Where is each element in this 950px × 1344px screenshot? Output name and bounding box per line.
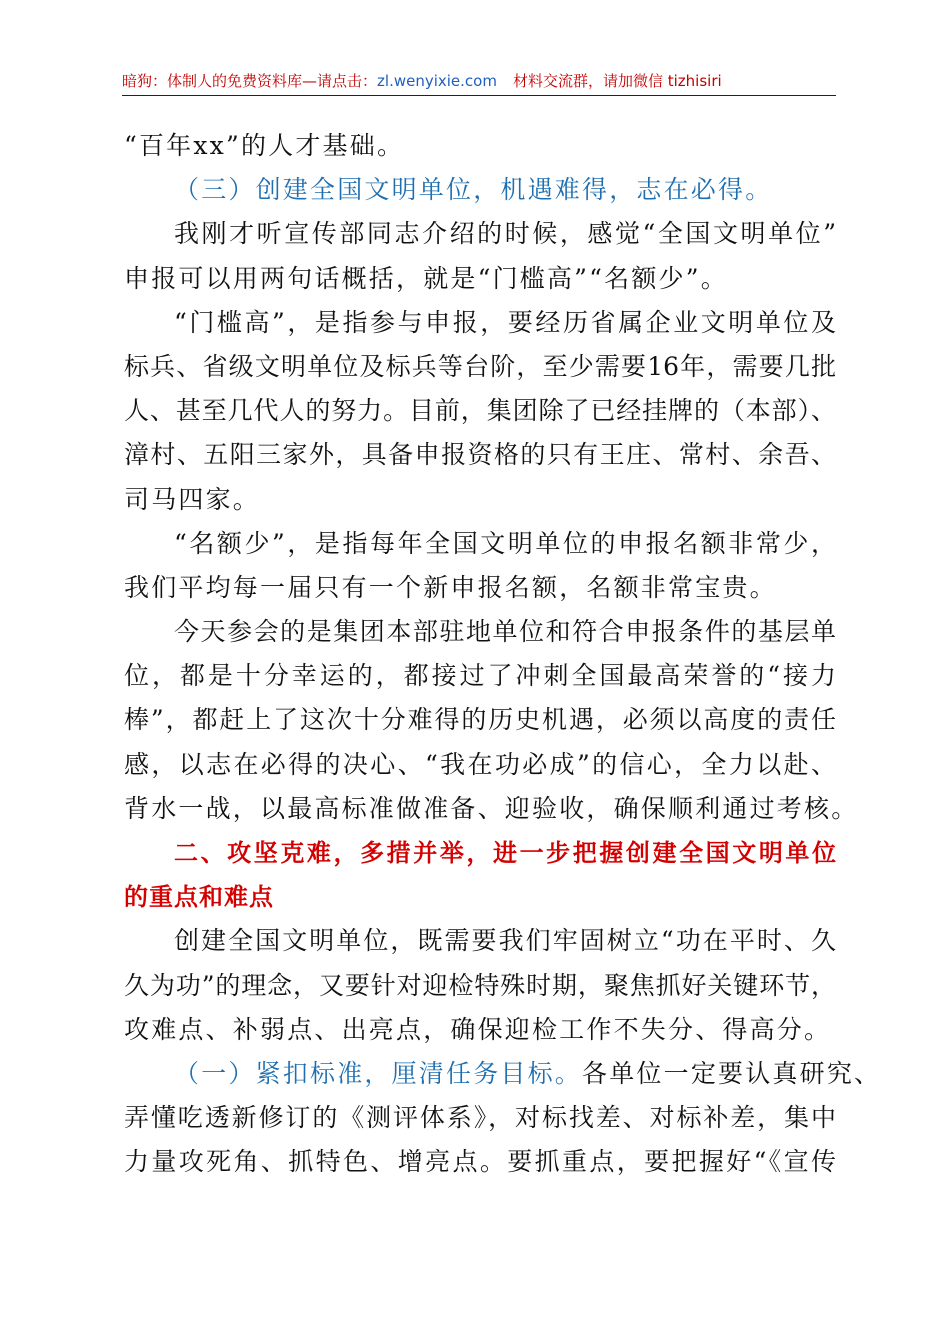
text-line: 背水一战，以最高标准做准备、迎验收，确保顺利通过考核。 — [124, 793, 859, 823]
text-line: 今天参会的是集团本部驻地单位和符合申报条件的基层单 — [174, 617, 836, 647]
text-line: 久为功”的理念，又要针对迎检特殊时期，聚焦抓好关键环节， — [124, 970, 836, 1000]
header-divider — [122, 95, 836, 96]
text-line: 位，都是十分幸运的，都接过了冲刺全国最高荣誉的“接力 — [124, 661, 836, 691]
text-line: 人、甚至几代人的努力。目前，集团除了已经挂牌的（本部）、 — [124, 396, 836, 426]
text-line: 攻难点、补弱点、出亮点，确保迎检工作不失分、得高分。 — [124, 1014, 832, 1044]
header-wechat-note: 材料交流群，请加微信 tizhisiri — [512, 72, 722, 90]
text-line: “门槛高”，是指参与申报，要经历省属企业文明单位及 — [174, 307, 836, 337]
text-line: 创建全国文明单位，既需要我们牢固树立“功在平时、久 — [174, 926, 836, 956]
header-url-link[interactable]: zl.wenyixie.com — [377, 72, 497, 90]
document-body — [124, 124, 882, 1185]
text-line: 我们平均每一届只有一个新申报名额，名额非常宝贵。 — [124, 572, 777, 602]
text-line: “百年xx”的人才基础。 — [124, 131, 405, 160]
text-run: 各单位一定要认真研究、 — [582, 1058, 882, 1088]
header-site-name: 暗狗：体制人的免费资料库 — [122, 72, 303, 90]
text-line — [124, 1052, 882, 1096]
text-line: 我刚才听宣传部同志介绍的时候，感觉“全国文明单位” — [174, 219, 836, 249]
text-line: 漳村、五阳三家外，具备申报资格的只有王庄、常村、余吾、 — [124, 440, 836, 470]
text-line: “名额少”，是指每年全国文明单位的申报名额非常少， — [174, 528, 836, 558]
text-line: 棒”，都赶上了这次十分难得的历史机遇，必须以高度的责任 — [124, 705, 836, 735]
subheading-one: （一）紧扣标准，厘清任务目标。 — [174, 1058, 583, 1088]
page-header — [122, 68, 836, 94]
subheading-three: （三）创建全国文明单位，机遇难得，志在必得。 — [174, 175, 773, 205]
section-heading-two: 二、攻坚克难，多措并举，进一步把握创建全国文明单位 — [174, 839, 836, 867]
header-prompt: —请点击： — [302, 72, 378, 90]
text-line: 力量攻死角、抓特色、增亮点。要抓重点，要把握好“《宣传 — [124, 1147, 836, 1177]
section-heading-two-cont: 的重点和难点 — [124, 883, 274, 912]
text-line: 司马四家。 — [124, 484, 261, 514]
text-line: 标兵、省级文明单位及标兵等台阶，至少需要16年，需要几批 — [124, 351, 836, 381]
text-line: 申报可以用两句话概括，就是“门槛高”“名额少”。 — [124, 263, 728, 293]
text-line: 感，以志在必得的决心、“我在功必成”的信心，全力以赴、 — [124, 749, 836, 779]
text-line: 弄懂吃透新修订的《测评体系》，对标找差、对标补差，集中 — [124, 1103, 836, 1133]
